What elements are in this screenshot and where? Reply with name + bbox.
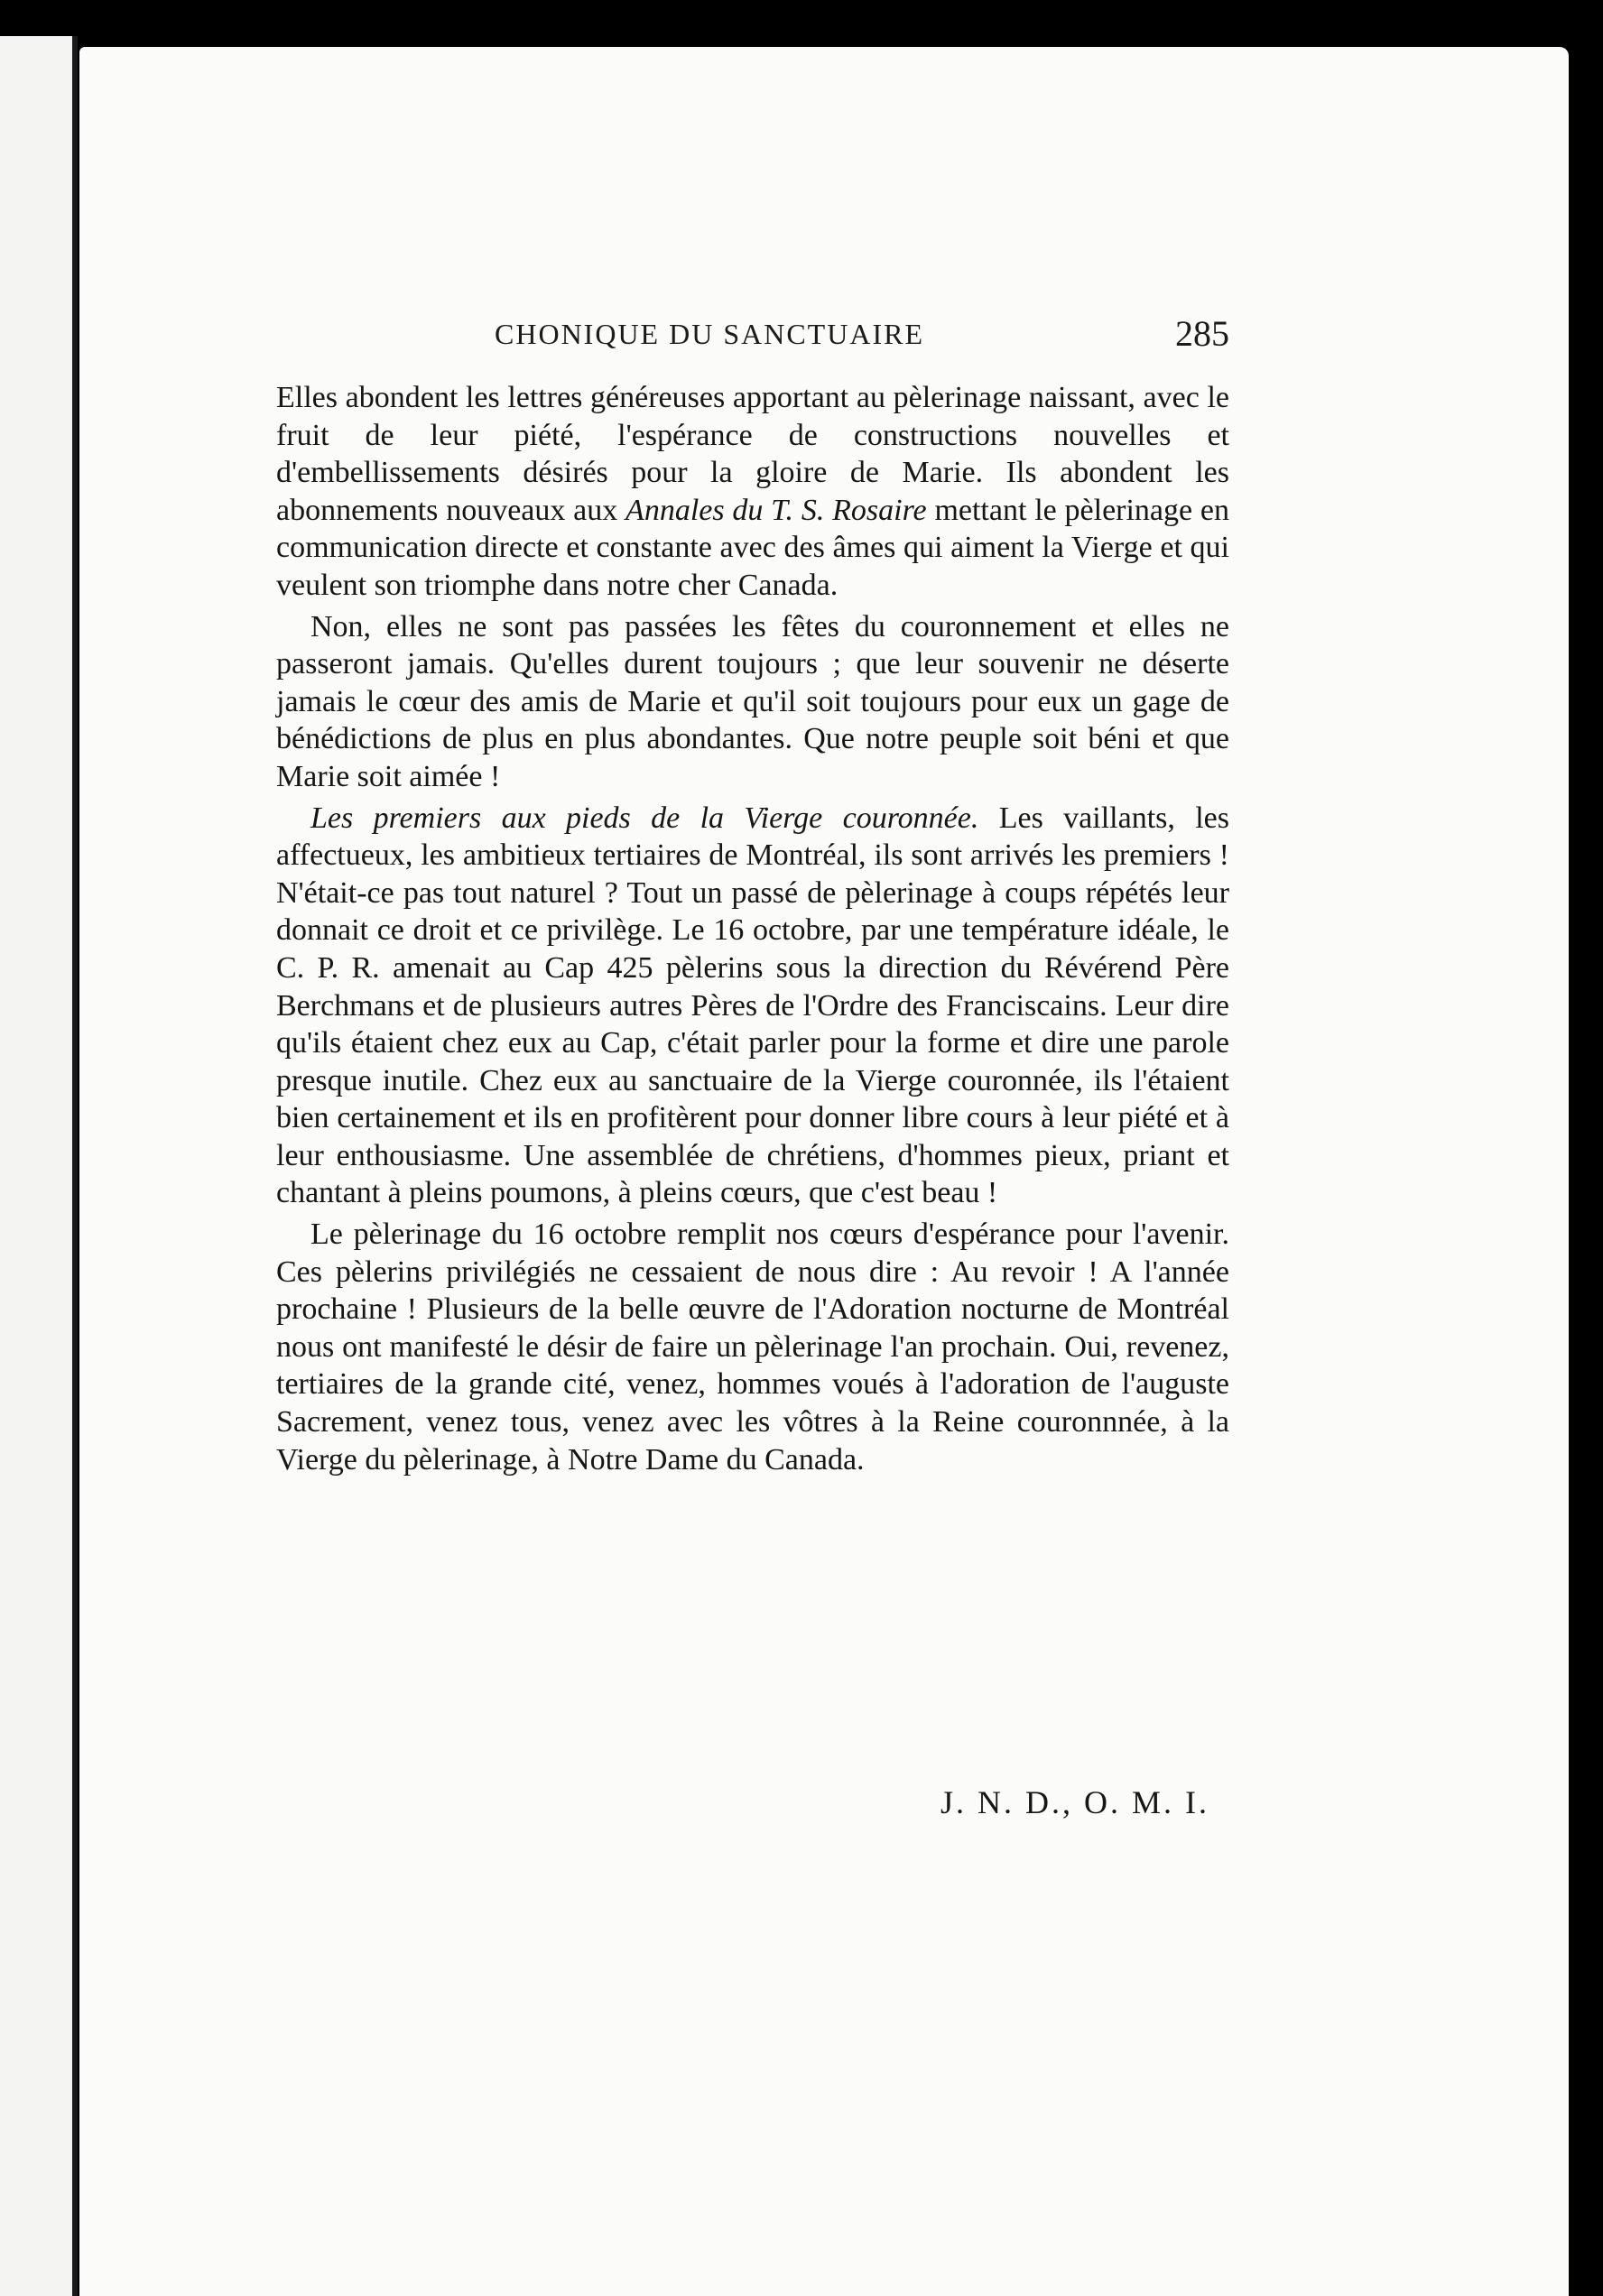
paragraph-1-text: Elles abondent les lettres généreuses apportant au pèlerinage naissant, avec le fruit de leur piété, l'espérance de constructions nouvelles et d'embellissements désirés pour la gloire de Marie. Ils abondent les abonnements nouveaux aux <box>276 381 1229 527</box>
running-header <box>495 312 1229 357</box>
facing-page-edge <box>0 36 78 2296</box>
article-body <box>276 379 1229 1482</box>
paragraph-2 <box>276 608 1229 796</box>
paragraph-3 <box>276 800 1229 1213</box>
paragraph-1 <box>276 379 1229 605</box>
header-title: CHONIQUE DU SANCTUAIRE <box>495 318 924 350</box>
paragraph-1-italic-title: Annales du T. S. Rosaire <box>625 493 927 527</box>
paragraph-3-italic-heading: Les premiers aux pieds de la Vierge couronnée. <box>310 801 979 835</box>
paragraph-3-text: Les vaillants, les affectueux, les ambitieux tertiaires de Montréal, ils sont arrivés les premiers ! N'était-ce pas tout naturel ? Tout un passé de pèlerinage à coups répétés leur donnait ce droit et ce privilège. Le 16 octobre, par une température idéale, le C. P. R. amenait au Cap 425 pèlerins sous la direction du Révérend Père Berchmans et de plusieurs autres Pères de l'Ordre des Franciscains. Leur dire qu'ils étaient chez eux au Cap, c'était parler pour la forme et dire une parole presque inutile. Chez eux au sanctuaire de la Vierge couronnée, ils l'étaient bien certainement et ils en profitèrent pour donner libre cours à leur piété et à leur enthousiasme. Une assemblée de chrétiens, d'hommes pieux, priant et chantant à pleins poumons, à pleins cœurs, que c'est beau ! <box>276 801 1229 1210</box>
paragraph-1-text-end: mettant le pèlerinage en communication directe et constante avec des âmes qui aiment la Vierge et qui veulent son triomphe dans notre cher Canada. <box>276 493 1229 602</box>
paragraph-4-text: Le pèlerinage du 16 octobre remplit nos cœurs d'espérance pour l'avenir. Ces pèlerins privilégiés ne cessaient de nous dire : Au revoir ! A l'année prochaine ! Plusieurs de la belle œuvre de l'Adoration nocturne de Montréal nous ont manifesté le désir de faire un pèlerinage l'an prochain. Oui, revenez, tertiaires de la grande cité, venez, hommes voués à l'adoration de l'auguste Sacrement, venez tous, venez avec les vôtres à la Reine couronnnée, à la Vierge du pèlerinage, à Notre Dame du Canada. <box>276 1217 1229 1477</box>
paragraph-2-text: Non, elles ne sont pas passées les fêtes du couronnement et elles ne passeront jamais. Qu'elles durent toujours ; que leur souvenir ne déserte jamais le cœur des amis de Marie et qu'il soit toujours pour eux un gage de bénédictions de plus en plus abondantes. Que notre peuple soit béni et que Marie soit aimée ! <box>276 609 1229 793</box>
paragraph-4 <box>276 1216 1229 1478</box>
page-number: 285 <box>1175 313 1229 354</box>
author-signature: J. N. D., O. M. I. <box>940 1784 1209 1820</box>
